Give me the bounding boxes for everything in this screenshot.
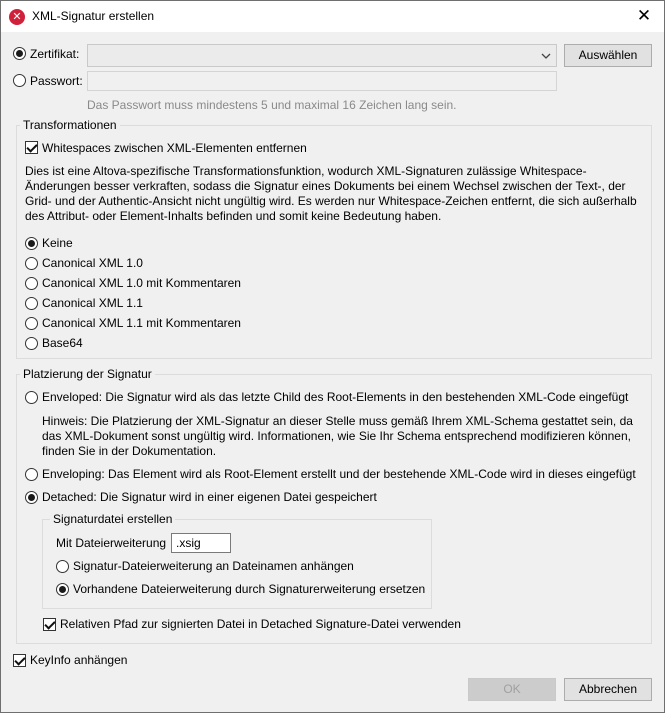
transform-option-radio[interactable] xyxy=(25,337,38,350)
close-icon[interactable]: ✕ xyxy=(636,6,652,25)
password-hint: Das Passwort muss mindestens 5 und maximal 16 Zeichen lang sein. xyxy=(87,98,457,112)
transform-option-radio[interactable] xyxy=(25,277,38,290)
transform-option-label: Base64 xyxy=(42,336,83,350)
enveloped-label: Enveloped: Die Signatur wird als das letzte Child des Root-Elements in den bestehenden XML-Code eingefügt xyxy=(42,390,629,404)
altova-app-icon: ✕ xyxy=(9,9,25,25)
ok-button[interactable]: OK xyxy=(468,678,556,701)
transform-option-radio[interactable] xyxy=(25,317,38,330)
transform-option-label: Canonical XML 1.1 mit Kommentaren xyxy=(42,316,241,330)
select-certificate-button[interactable]: Auswählen xyxy=(564,44,652,67)
relative-path-checkbox[interactable] xyxy=(43,618,56,631)
transform-option-label: Keine xyxy=(42,236,73,250)
detached-radio[interactable] xyxy=(25,491,38,504)
placement-group-title: Platzierung der Signatur xyxy=(20,367,155,381)
transform-option-label: Canonical XML 1.0 xyxy=(42,256,143,270)
certificate-combobox[interactable] xyxy=(87,44,557,67)
password-radio[interactable] xyxy=(13,74,26,87)
keyinfo-checkbox[interactable] xyxy=(13,654,26,667)
append-extension-label: Signatur-Dateierweiterung an Dateinamen anhängen xyxy=(73,559,354,573)
password-label: Passwort: xyxy=(30,74,83,88)
extension-label: Mit Dateierweiterung xyxy=(56,536,167,550)
enveloping-radio[interactable] xyxy=(25,468,38,481)
whitespace-checkbox[interactable] xyxy=(25,141,38,154)
enveloping-label: Enveloping: Das Element wird als Root-Element erstellt und der bestehende XML-Code wird in dieses eingefügt xyxy=(42,467,636,481)
transform-option-radio[interactable] xyxy=(25,297,38,310)
replace-extension-radio[interactable] xyxy=(56,583,69,596)
transformation-description: Dies ist eine Altova-spezifische Transformationsfunktion, wodurch XML-Signaturen zulässige Whitespace-Änderungen besser verkraften, sodass die Signatur eines Dokuments bei einem Wechsel zwischen der Text-, der Grid- und der Authentic-Ansicht nicht ungültig wird. Es werden nur Whitespace-Zeichen entfernt, die sich außerhalb des Attribut- oder Element-Inhalts befinden und somit keine Bedeutung haben. xyxy=(25,164,637,223)
relative-path-label: Relativen Pfad zur signierten Datei in Detached Signature-Datei verwenden xyxy=(60,617,461,631)
certificate-radio[interactable] xyxy=(13,47,26,60)
transform-option-radio[interactable] xyxy=(25,237,38,250)
transform-option-label: Canonical XML 1.0 mit Kommentaren xyxy=(42,276,241,290)
cancel-button[interactable]: Abbrechen xyxy=(564,678,652,701)
extension-field[interactable]: .xsig xyxy=(171,533,231,553)
certificate-label: Zertifikat: xyxy=(30,47,80,61)
chevron-down-icon[interactable] xyxy=(540,48,552,62)
password-field[interactable] xyxy=(87,71,557,91)
whitespace-checkbox-label: Whitespaces zwischen XML-Elementen entfernen xyxy=(42,141,307,155)
title-bar xyxy=(1,1,664,32)
signature-file-group-title: Signaturdatei erstellen xyxy=(50,512,175,526)
transform-option-label: Canonical XML 1.1 xyxy=(42,296,143,310)
window-title: XML-Signatur erstellen xyxy=(32,9,155,23)
enveloped-note: Hinweis: Die Platzierung der XML-Signatur an dieser Stelle muss gemäß Ihrem XML-Schema gestattet sein, da das XML-Dokument sonst ungültig wird. Informationen, wie Sie Ihr Schema entsprechend modifizieren können, finden Sie in der Dokumentation. xyxy=(42,414,633,458)
keyinfo-label: KeyInfo anhängen xyxy=(30,653,128,667)
append-extension-radio[interactable] xyxy=(56,560,69,573)
enveloped-radio[interactable] xyxy=(25,391,38,404)
transform-option-radio[interactable] xyxy=(25,257,38,270)
replace-extension-label: Vorhandene Dateierweiterung durch Signaturerweiterung ersetzen xyxy=(73,582,426,596)
detached-label: Detached: Die Signatur wird in einer eigenen Datei gespeichert xyxy=(42,490,377,504)
transformations-group-title: Transformationen xyxy=(20,118,120,132)
